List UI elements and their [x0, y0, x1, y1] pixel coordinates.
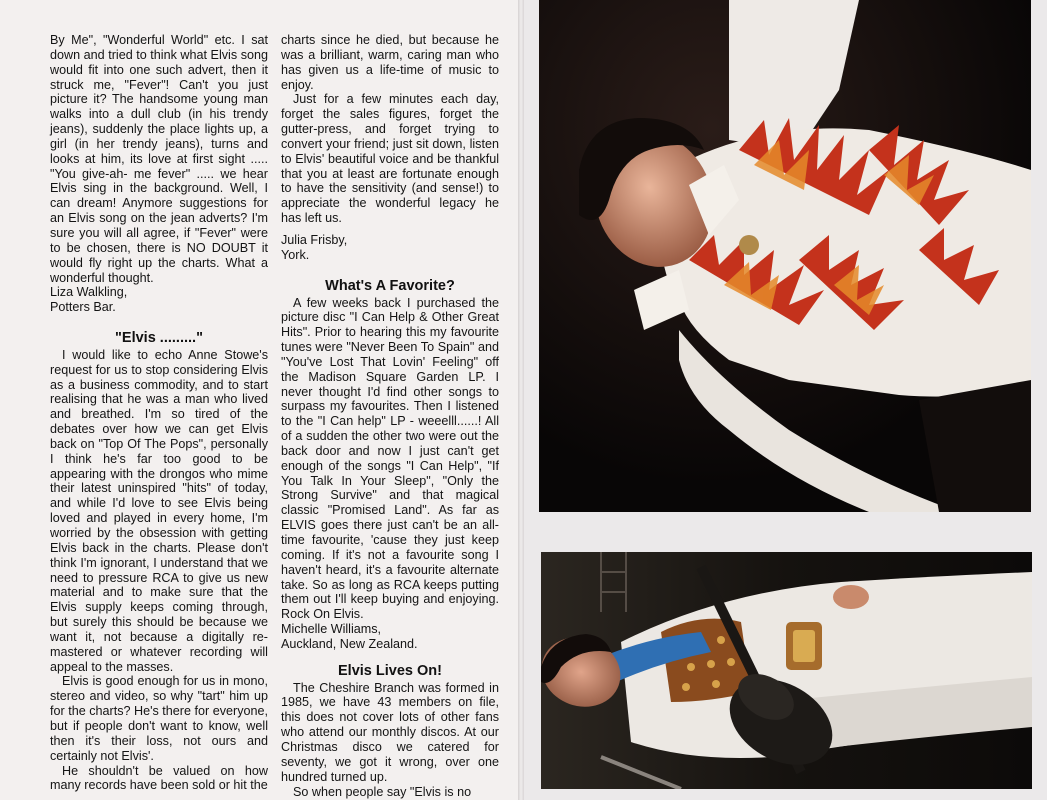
signature-place: Auckland, New Zealand. — [281, 636, 418, 651]
photo-elvis-concert-top-image — [539, 0, 1031, 512]
photo-elvis-concert-top — [539, 0, 1031, 512]
section-heading-favorite: What's A Favorite? — [325, 277, 455, 294]
photo-elvis-concert-bottom-image — [541, 552, 1032, 789]
photo-elvis-concert-bottom — [541, 552, 1032, 789]
signature-place: York. — [281, 247, 310, 262]
text-column-right — [281, 33, 499, 799]
section-heading-lives-on: Elvis Lives On! — [338, 662, 442, 679]
paragraph: So when people say "Elvis is no — [293, 784, 472, 799]
paragraph: Just for a few minutes each day, forget the sales figures, forget the gutter-press, and forget trying to convert your friend; just sit down, listen to Elvis' beautiful voice and be thankful that you at least are fortunate enough to have the sensitivity (and sense!) to appreciate the wonderful legacy he has left us. — [281, 92, 499, 226]
paragraph: A few weeks back I purchased the picture disc "I Can Help & Other Great Hits". Prior to hearing this my favourite tunes were "Never Been To Spain" and "You've Lost That Lovin' Feeling" off the Madison Square Garden LP. I never thought I'd find other songs to surpass my favourites. Then I listened to the "I Can help" LP - weeelll......! All of a sudden the other two were out the back door and now I just can't get enough of the songs "I Can Help", "If You Talk In Your Sleep", "Only the Strong Survive" and that magical classic "Promised Land". As far as ELVIS goes there just can't be an all- time favourite, 'cause they just keep coming. If it's not a favourite song I haven't heard, it's a favourite alternate take. So as long as RCA keeps putting them out I'll keep buying and enjoying. Rock On Elvis. — [281, 295, 499, 622]
paragraph: Elvis is good enough for us in mono, stereo and video, so why "tart" him up for the charts? He's there for everyone, but if people don't want to know, well then it's their loss, not ours and certainly not Elvis'. — [50, 674, 269, 763]
signature-name: Michelle Williams, — [281, 622, 382, 637]
page-gutter — [518, 0, 524, 800]
signature-name: Julia Frisby, — [281, 232, 348, 247]
signature-place: Potters Bar. — [50, 300, 116, 315]
paragraph: The Cheshire Branch was formed in 1985, we have 43 members on file, this does not cover lots of other fans who attend our monthly discos. At our Christmas disco we catered for seventy, we got it wrong, over one hundred turned up. — [281, 680, 499, 784]
paragraph: He shouldn't be valued on how many records have been sold or hit the — [50, 763, 268, 793]
section-heading-elvis: "Elvis ........." — [115, 330, 203, 347]
paragraph: I would like to echo Anne Stowe's request for us to stop considering Elvis as a business commodity, and to start realising that he was a man who lived and breathed. I'm so tired of the debates over how we can get Elvis back on "Top Of The Pops", personally I think he's far too good to be appearing with the drongos who mime their latest uninspired "hits" of today, and while I'd love to see Elvis being loved and played in every home, I'm worried by the obsession with getting Elvis back in the charts. Please don't think I'm ignorant, I understand that we need to pressure RCA to give us new material and to make sure that the Elvis supply keeps coming through, but surely this should be because we want it, not because a digitally re-mastered or whatever recording will appeal to the masses. — [50, 347, 268, 674]
letter-intro: By Me", "Wonderful World" etc. I sat down and tried to think what Elvis song would fit into one such advert, then it struck me, "Fever"! Can't you just picture it? The handsome young man walks into a dull club (in his trendy jeans), suddenly the place lights up, a girl (in her trendy jeans), turns and looks at him, its love at first sight ..... "You give-ah- me fever" ..... we hear Elvis sing in the background. Well, I can dream! Anymore suggestions for an Elvis song on the jean adverts? I'm sure you will all agree, if "Fever" were to be chosen, there is NO DOUBT it would fly right up the charts. What a wonderful thought. — [50, 33, 268, 285]
signature-name: Liza Walkling, — [50, 285, 128, 300]
text-column-left — [50, 33, 268, 793]
paragraph-continued: charts since he died, but because he was a brilliant, warm, caring man who has given us a life-time of music to enjoy. — [281, 33, 499, 92]
